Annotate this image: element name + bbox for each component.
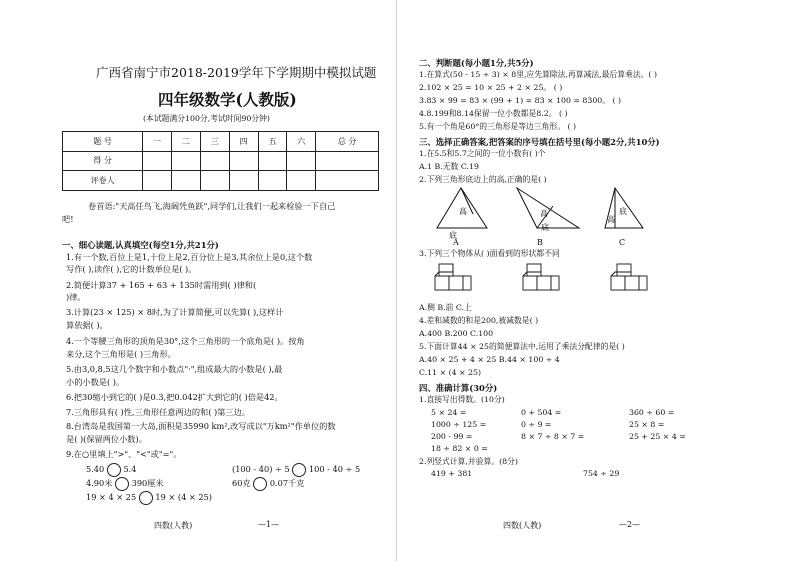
choice-line: A.侧 B.前 C.上 (419, 303, 472, 312)
tri-b-base: 底 (541, 223, 549, 232)
compare-left: 19 × 4 × 25 (86, 492, 137, 502)
score-header-cell: 二 (172, 132, 201, 152)
calc-item: 18 ÷ 82 × 0 = (431, 444, 488, 453)
question-line: 5.由3,0,8,5这几个数字和小数点"·",组成最大的小数是( ),最 (66, 364, 283, 374)
question-line: 来分,这个三角形是( )三角形。 (66, 349, 176, 359)
choice-line: 3.下列三个物体从( )面看到的形状都不同 (419, 249, 560, 258)
choice-line: 5.下面计算44 × 25的简便算法中,运用了乘法分配律的是( ) (419, 342, 625, 351)
calc-item: 0 ÷ 9 = (521, 420, 552, 429)
tri-a-base: 底 (449, 231, 457, 240)
question-line: 是( )(保留两位小数)。 (66, 434, 147, 444)
compare-item (86, 491, 212, 505)
choice-line: A.400 B.200 C.100 (419, 329, 494, 338)
judge-line: 5.有一个角是60°的三角形是等边三角形。 ( ) (419, 122, 577, 131)
choice-line: 4.差和减数的和是200,被减数是( ) (419, 316, 539, 325)
compare-left: (100 - 40) ÷ 5 (232, 464, 290, 474)
score-cell[interactable] (258, 151, 287, 171)
score-cell[interactable] (143, 151, 172, 171)
calc-item: 1000 ÷ 125 = (431, 420, 487, 429)
judge-line: 1.在算式(50 - 15 ÷ 3) × 8里,应先算除法,再算减法,最后算乘法。( ) (419, 70, 657, 79)
grader-row-label: 评卷人 (63, 171, 143, 191)
grader-cell[interactable] (229, 171, 258, 191)
choice-line: C.11 × (4 × 25) (419, 368, 482, 377)
right-page (397, 0, 794, 561)
calc-item: 25 + 25 × 4 = (629, 432, 686, 441)
tri-a-letter: A (453, 238, 459, 247)
tri-c-base: 底 (619, 207, 627, 216)
calc2-item: 754 ÷ 29 (583, 469, 620, 478)
score-header-cell: 五 (258, 132, 287, 152)
score-header-cell: 六 (287, 132, 316, 152)
exam-title: 广西省南宁市2018-2019学年下学期期中模拟试题 (96, 65, 377, 80)
calc-intro: 1.直接写出得数。(10分) (419, 395, 505, 404)
score-cell[interactable] (287, 151, 316, 171)
question-line: 7.三角形具有( )性,三角形任意两边的和( )第三边。 (66, 407, 250, 417)
calc-item: 8 × 7 ÷ 8 × 7 = (521, 432, 585, 441)
question-line: 9.在○里填上">"、"<"或"="。 (66, 449, 182, 459)
question-line: 写作( ),读作( ),它的计数单位是( )。 (66, 264, 197, 274)
question-line: 3.计算(23 × 125) × 8时,为了计算简便,可以先算( ),这样计 (66, 307, 284, 317)
tri-b-letter: B (537, 238, 543, 247)
calc2-intro: 2.列竖式计算,并验算。(8分) (419, 457, 518, 466)
page-number: —1— (258, 520, 280, 529)
triangle-figures (429, 186, 729, 248)
compare-right: 19 × (4 × 25) (155, 492, 212, 502)
score-cell[interactable] (172, 151, 201, 171)
question-line: 8.台湾岛是我国第一大岛,面积是35990 km²,改写成以"万km²"作单位的数 (66, 421, 336, 431)
calc-item: 5 × 24 = (431, 408, 467, 417)
compare-circle[interactable] (115, 477, 129, 491)
section-1-heading: 一、细心读题,认真填空(每空1分,共21分) (62, 240, 219, 250)
footer-label: 四数(人教) (503, 521, 542, 530)
compare-left: 5.40 (86, 464, 105, 474)
tri-a-high: 高 (459, 207, 467, 216)
exam-note: (本试题满分100分,考试时间90分钟) (143, 114, 270, 123)
choice-line: 1.在5.5和5.7之间的一位小数有( )个 (419, 149, 546, 158)
compare-right: 5.4 (123, 464, 137, 474)
calc-item: 360 ÷ 60 = (629, 408, 675, 417)
score-header-cell: 一 (143, 132, 172, 152)
compare-right: 0.07千克 (269, 478, 305, 488)
score-row-label: 得 分 (63, 151, 143, 171)
footer-label: 四数(人教) (154, 521, 193, 530)
calc-item: 0 + 504 = (521, 408, 562, 417)
score-cell[interactable] (316, 151, 379, 171)
compare-left: 60克 (232, 478, 251, 488)
score-cell[interactable] (229, 151, 258, 171)
grader-cell[interactable] (172, 171, 201, 191)
compare-item (86, 477, 164, 491)
question-line: 6.把30缩小到它的( )是0.3,把0.042扩大到它的( )倍是42。 (66, 392, 283, 402)
intro-text-2: 吧! (62, 214, 74, 224)
compare-item (232, 463, 360, 477)
grader-cell[interactable] (316, 171, 379, 191)
page-number: —2— (619, 520, 641, 529)
calc2-item: 419 + 381 (431, 469, 473, 478)
compare-right: 390厘米 (131, 478, 164, 488)
grader-cell[interactable] (287, 171, 316, 191)
question-line: )律。 (66, 292, 86, 302)
score-header-cell: 四 (229, 132, 258, 152)
subject-title: 四年级数学(人教版) (158, 90, 297, 109)
question-line: 1.有一个数,百位上是1,十位上是2,百分位上是3,其余位上是0,这个数 (66, 252, 313, 262)
score-header-row (63, 132, 379, 152)
compare-item (86, 463, 136, 477)
calc-item: 25 × 8 = (629, 420, 665, 429)
score-header-cell: 总 分 (316, 132, 379, 152)
compare-circle[interactable] (292, 463, 306, 477)
tri-c-letter: C (619, 238, 626, 247)
compare-item (232, 477, 304, 491)
score-header-cell: 三 (200, 132, 229, 152)
intro-text: 卷首语:"天高任鸟飞,海阔凭鱼跃",同学们,让我们一起来检验一下自己 (88, 201, 336, 211)
cube-figures (431, 262, 671, 302)
section-4-heading: 四、准确计算(30分) (419, 383, 498, 393)
score-table (62, 131, 379, 191)
question-line: 2.简便计算37 + 165 + 63 + 135时需用到( )律和( (66, 280, 257, 290)
section-2-heading: 二、判断题(每小题1分,共5分) (419, 58, 534, 68)
grader-cell[interactable] (200, 171, 229, 191)
tri-c-high: 高 (607, 215, 615, 224)
score-header-cell: 题 号 (63, 132, 143, 152)
question-line: 4.一个等腰三角形的顶角是30°,这个三角形的一个底角是( )。按角 (66, 336, 305, 346)
judge-line: 2.102 × 25 = 10 × 25 + 2 × 25。 ( ) (419, 83, 563, 92)
grader-cell[interactable] (258, 171, 287, 191)
score-cell[interactable] (200, 151, 229, 171)
choice-line: A.40 × 25 + 4 × 25 B.44 × 100 ÷ 4 (419, 355, 560, 364)
compare-circle[interactable] (253, 477, 267, 491)
judge-line: 4.8.199和8.14保留一位小数都是8.2。 ( ) (419, 109, 568, 118)
section-3-heading: 三、选择正确答案,把答案的序号填在括号里(每小题2分,共10分) (419, 137, 660, 147)
question-line: 小的小数是( )。 (66, 377, 125, 387)
compare-circle[interactable] (139, 491, 153, 505)
choice-line: 2.下列三角形底边上的高,正确的是( ) (419, 175, 547, 184)
calc-item: 200 - 99 = (431, 432, 473, 441)
compare-left: 4.90米 (86, 478, 113, 488)
judge-line: 3.83 × 99 = 83 × (99 + 1) = 83 × 100 = 8300。 ( ) (419, 96, 622, 105)
grader-row (63, 171, 379, 191)
grader-cell[interactable] (143, 171, 172, 191)
choice-line: A.1 B.无数 C.19 (419, 162, 479, 171)
score-row (63, 151, 379, 171)
tri-b-high: 高 (540, 209, 548, 218)
question-line: 算依据( )。 (66, 320, 108, 330)
compare-circle[interactable] (107, 463, 121, 477)
compare-right: 100 - 40 ÷ 5 (308, 464, 361, 474)
